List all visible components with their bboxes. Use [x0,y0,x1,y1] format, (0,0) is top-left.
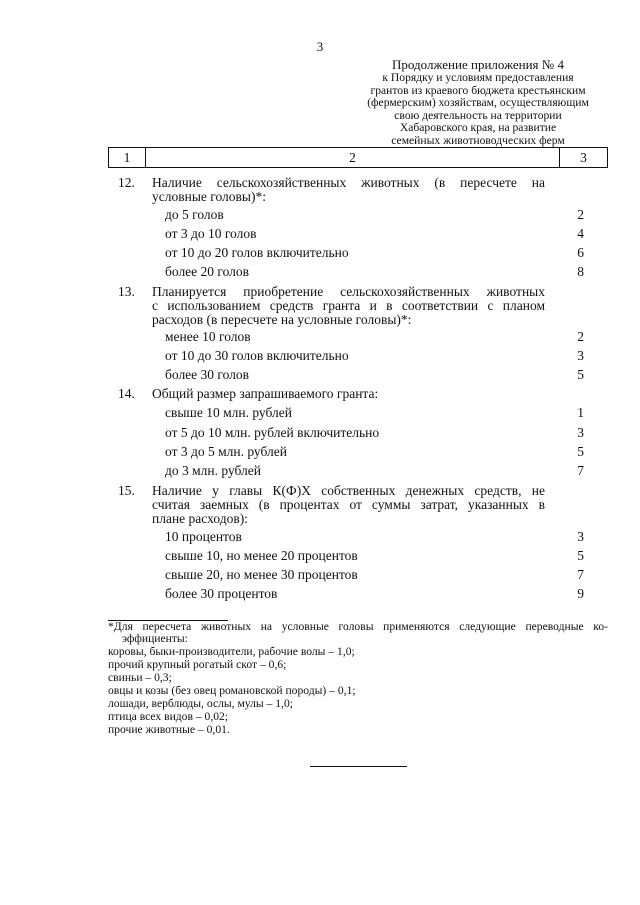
page-number: 3 [316,39,324,54]
section-question: условные головы)*: [152,189,266,204]
header-line: (фермерским) хозяйствам, осуществляющим [367,96,589,109]
section-question: Общий размер запрашиваемого гранта: [152,386,379,401]
column-number-1: 1 [123,149,131,165]
section-question: Наличие у главы К(Ф)Х собственных денежных средств, не [152,483,545,498]
header-line: Продолжение приложения № 4 [392,57,564,72]
section-number: 12. [118,175,135,190]
option-points: 7 [577,463,584,478]
option-points: 1 [577,405,584,420]
column-number-3: 3 [559,148,607,167]
footnote-line: птица всех видов – 0,02; [108,710,229,723]
header-line: семейных животноводческих ферм [391,133,565,147]
option-label: 10 процентов [165,529,242,544]
table-column-header [108,147,608,168]
option-label: свыше 10 млн. рублей [165,405,292,420]
section-question: плане расходов): [152,511,248,526]
option-label: от 3 до 5 млн. рублей [165,444,287,459]
footnote-line: свиньи – 0,3; [108,671,172,684]
option-label: свыше 10, но менее 20 процентов [165,548,358,563]
option-label: от 10 до 30 голов включительно [165,348,349,363]
option-points: 3 [577,348,584,363]
section-number: 13. [118,284,135,299]
option-points: 2 [577,207,584,222]
option-label: до 5 голов [165,207,224,222]
column-number-2: 2 [145,148,559,167]
end-divider [310,766,407,767]
appendix-header [348,57,608,147]
header-line: свою деятельность на территории [394,108,562,122]
footnote-line: лошади, верблюды, ослы, мулы – 1,0; [108,697,293,710]
option-label: более 20 голов [165,264,250,279]
option-label: более 30 голов [165,367,250,382]
section-number: 14. [118,386,135,401]
option-points: 5 [577,444,584,459]
option-points: 4 [577,226,584,241]
option-label: от 10 до 20 голов включительно [165,245,349,260]
section-question: расходов (в пересчете на условные головы)*: [152,312,412,327]
option-label: от 3 до 10 голов [165,226,257,241]
option-points: 7 [577,567,584,582]
option-points: 8 [577,264,584,279]
header-line: к Порядку и условиям предоставления [382,71,574,84]
option-points: 5 [577,367,584,382]
footnote-line: *Для пересчета животных на условные головы применяются следующие переводные ко- [108,620,608,633]
footnote-line: коровы, быки-производители, рабочие волы – 1,0; [108,645,355,658]
footnote-line: прочий крупный рогатый скот – 0,6; [108,658,287,671]
header-line: Хабаровского края, на развитие [399,121,557,134]
option-label: более 30 процентов [165,586,278,601]
option-points: 5 [577,548,584,563]
footnote-line: овцы и козы (без овец романовской породы) – 0,1; [108,684,356,697]
header-line: грантов из краевого бюджета крестьянским [370,83,586,97]
option-points: 2 [577,329,584,344]
section-question: Планируется приобретение сельскохозяйственных животных [152,284,545,299]
option-label: до 3 млн. рублей [165,463,262,478]
option-label: свыше 20, но менее 30 процентов [165,567,358,582]
section-question: с использованием средств гранта и в соответствии с планом [152,298,545,313]
option-points: 3 [577,425,584,440]
option-points: 9 [577,586,584,601]
option-points: 3 [577,529,584,544]
option-label: от 5 до 10 млн. рублей включительно [165,425,380,440]
section-number: 15. [118,483,135,498]
section-question: считая заемных (в процентах от суммы затрат, указанных в [152,497,545,512]
option-label: менее 10 голов [165,329,251,344]
section-question: Наличие сельскохозяйственных животных (в пересчете на [152,175,545,190]
option-points: 6 [577,245,584,260]
footnote-line: прочие животные – 0,01. [108,723,230,736]
footnote-line: эффициенты: [122,632,188,645]
